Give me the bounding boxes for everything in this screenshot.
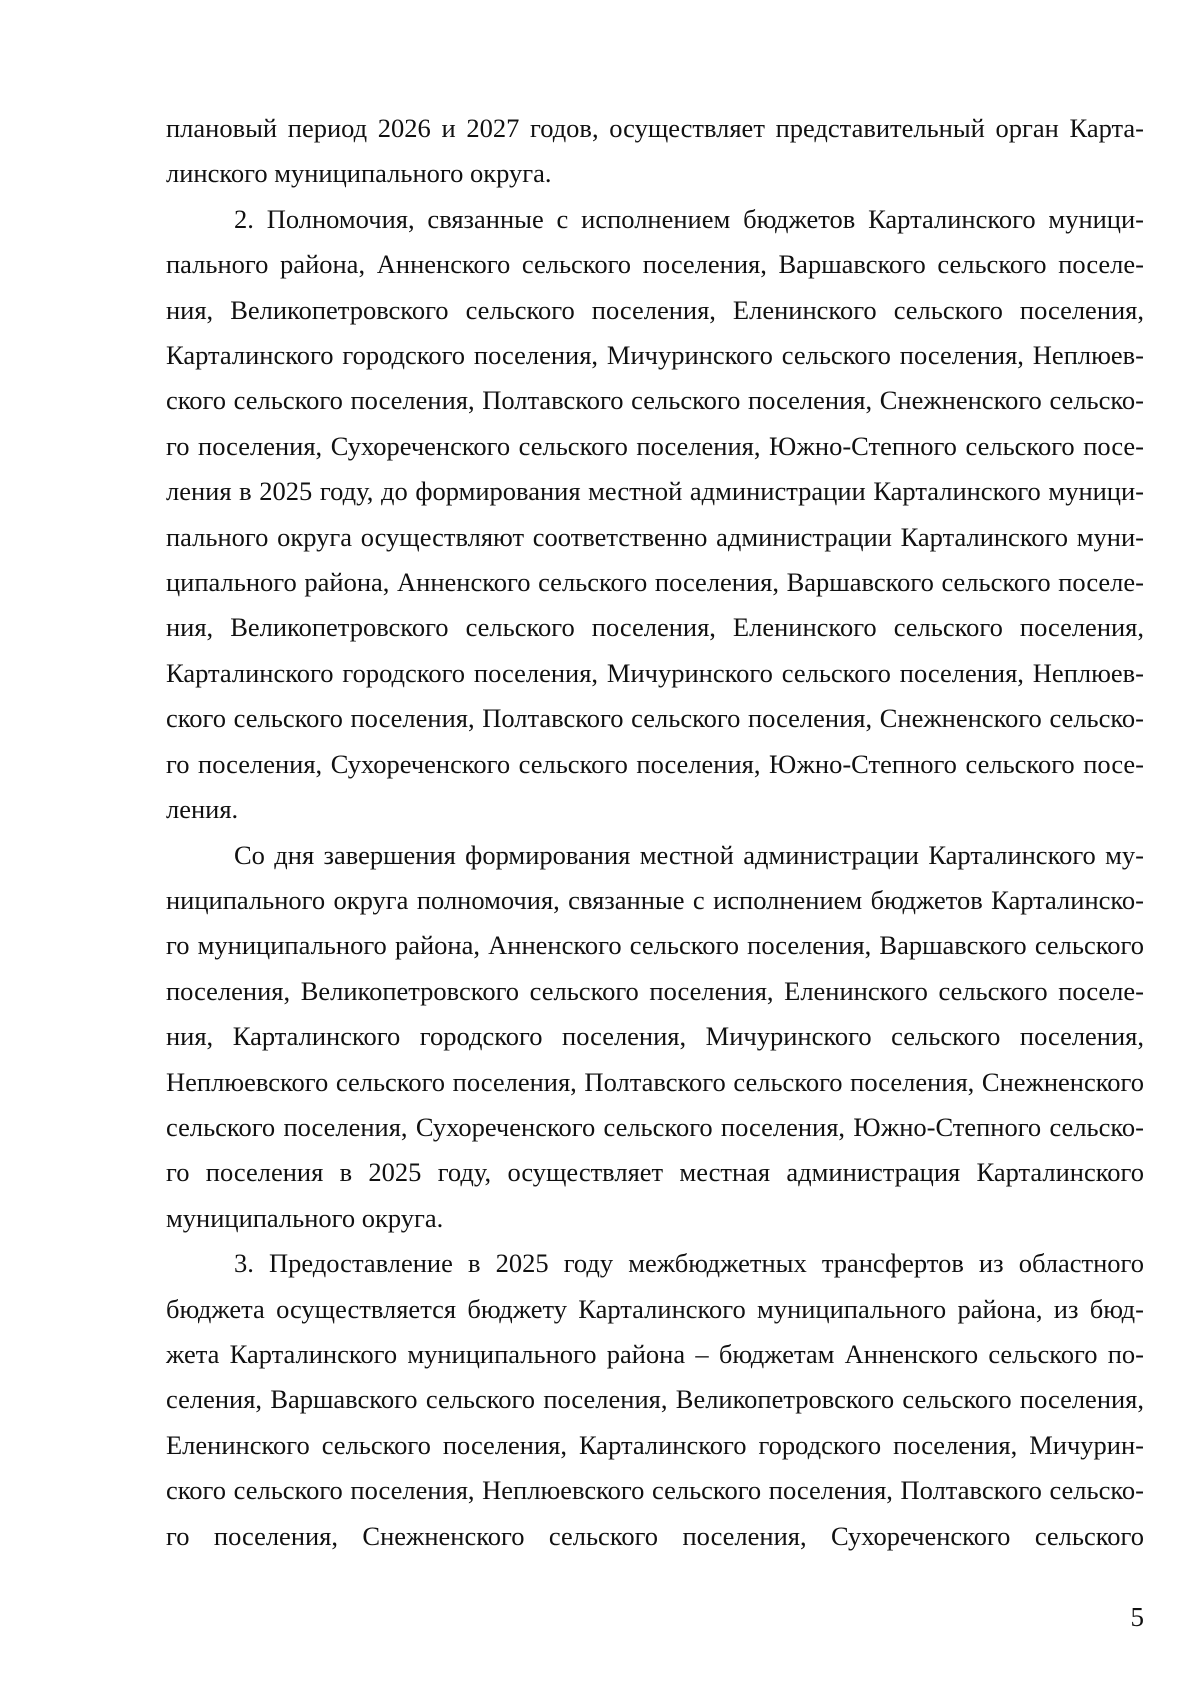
text-line: Неплюевского сельского поселения, Полтавского сельского поселения, Снежненского: [166, 1066, 1144, 1097]
text-line: ния, Карталинского городского поселения, Мичуринского сельского поселения,: [166, 1021, 1144, 1052]
text-line: линского муниципального округа.: [166, 158, 552, 189]
text-line: го поселения, Снежненского сельского поселения, Сухореченского сельского: [166, 1520, 1144, 1551]
text-line: плановый период 2026 и 2027 годов, осуществляет представительный орган Карта-: [166, 113, 1144, 143]
text-line: ния, Великопетровского сельского поселения, Еленинского сельского поселения,: [166, 612, 1144, 643]
text-line: муниципального округа.: [166, 1202, 444, 1233]
text-line: поселения, Великопетровского сельского поселения, Еленинского сельского поселе-: [166, 975, 1144, 1006]
text-line: Со дня завершения формирования местной администрации Карталинского му-: [234, 839, 1144, 870]
text-line: ского сельского поселения, Неплюевского сельского поселения, Полтавского сельско-: [166, 1475, 1144, 1506]
text-line: бюджета осуществляется бюджету Карталинского муниципального района, из бюд-: [166, 1293, 1144, 1324]
text-line: го поселения, Сухореченского сельского поселения, Южно-Степного сельского посе-: [166, 430, 1144, 461]
text-line: ского сельского поселения, Полтавского сельского поселения, Снежненского сельско-: [166, 703, 1144, 734]
text-line: 2. Полномочия, связанные с исполнением бюджетов Карталинского муници-: [234, 203, 1144, 234]
text-line: 3. Предоставление в 2025 году межбюджетных трансфертов из областного: [234, 1248, 1144, 1279]
text-line: ниципального округа полномочия, связанные с исполнением бюджетов Карталинско-: [166, 884, 1144, 915]
text-line: ления.: [166, 794, 239, 825]
text-line: селения, Варшавского сельского поселения, Великопетровского сельского поселения,: [166, 1384, 1144, 1415]
text-line: го муниципального района, Анненского сельского поселения, Варшавского сельского: [166, 930, 1144, 961]
text-line: сельского поселения, Сухореченского сельского поселения, Южно-Степного сельско-: [166, 1111, 1144, 1142]
text-line: го поселения, Сухореченского сельского поселения, Южно-Степного сельского посе-: [166, 748, 1144, 779]
body-text: [166, 106, 1144, 1559]
text-line: Карталинского городского поселения, Мичуринского сельского поселения, Неплюев-: [166, 657, 1144, 688]
text-line: ского сельского поселения, Полтавского сельского поселения, Снежненского сельско-: [166, 385, 1144, 416]
text-line: пального района, Анненского сельского поселения, Варшавского сельского поселе-: [166, 249, 1144, 280]
page-number: 5: [1130, 1602, 1144, 1632]
text-line: ния, Великопетровского сельского поселения, Еленинского сельского поселения,: [166, 294, 1144, 325]
text-line: ления в 2025 году, до формирования местной администрации Карталинского муници-: [166, 476, 1144, 507]
text-line: жета Карталинского муниципального района – бюджетам Анненского сельского по-: [166, 1338, 1144, 1369]
text-line: Карталинского городского поселения, Мичуринского сельского поселения, Неплюев-: [166, 340, 1144, 371]
text-line: Еленинского сельского поселения, Карталинского городского поселения, Мичурин-: [166, 1429, 1144, 1460]
text-line: го поселения в 2025 году, осуществляет местная администрация Карталинского: [166, 1157, 1144, 1188]
text-line: пального округа осуществляют соответственно администрации Карталинского муни-: [166, 521, 1144, 552]
text-line: ципального района, Анненского сельского поселения, Варшавского сельского поселе-: [166, 567, 1144, 598]
